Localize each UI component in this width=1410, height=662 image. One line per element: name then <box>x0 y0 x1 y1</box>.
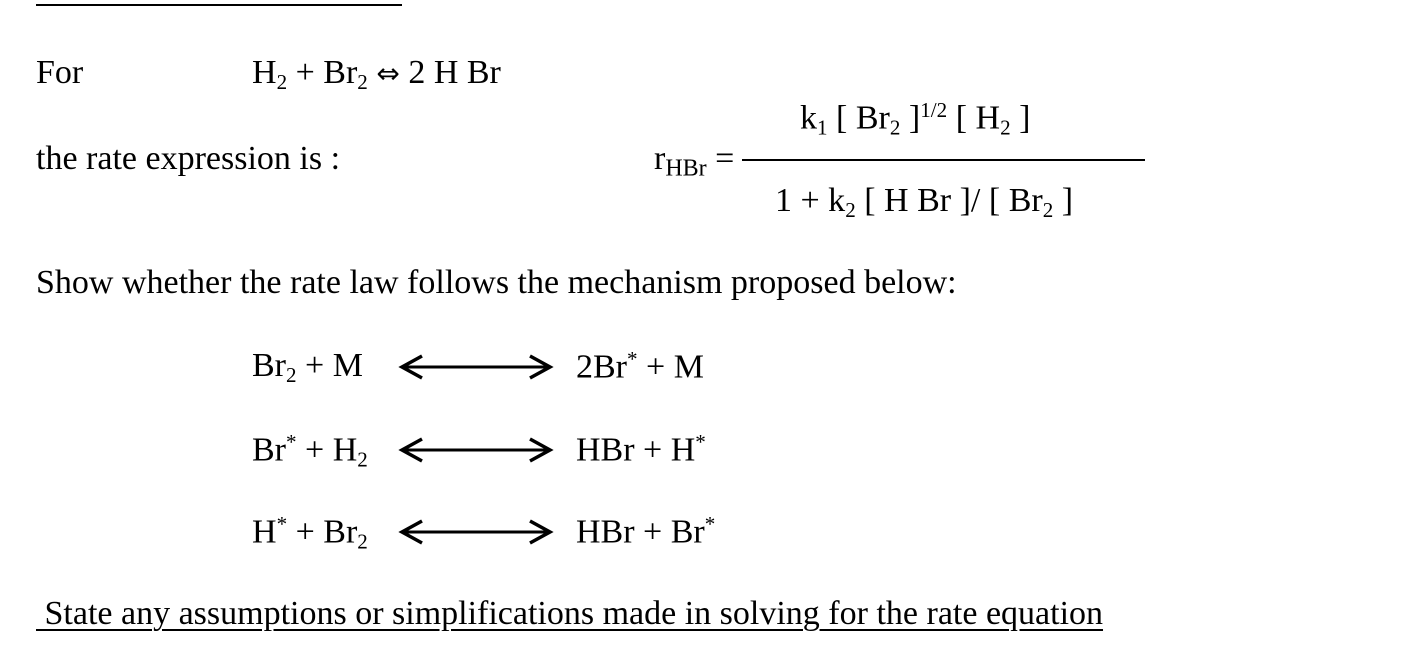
step-2-left-subscript: 2 <box>357 447 368 472</box>
step-3-right-species: HBr + Br <box>576 513 705 551</box>
step-1-right-radical-mark: * <box>627 347 638 371</box>
denominator-hbr: [ H Br ]/ [ Br <box>855 182 1043 219</box>
double-arrow-icon <box>398 437 554 463</box>
br2-subscript: 2 <box>889 115 901 140</box>
reactant-h: H <box>252 54 277 91</box>
step-3-left-subscript: 2 <box>357 529 368 554</box>
rate-intro: the rate expression is : <box>36 140 341 177</box>
exponent: 1/2 <box>920 98 948 122</box>
fraction-line <box>742 159 1145 161</box>
step-1-left <box>252 349 363 386</box>
step-3-right-radical-mark: * <box>704 512 716 536</box>
k2-subscript: 2 <box>845 197 856 222</box>
h2-subscript: 2 <box>1000 115 1011 140</box>
overall-reaction <box>252 56 501 93</box>
br2-bracket-close: ] <box>900 99 921 137</box>
double-arrow-icon <box>398 354 554 380</box>
step-2-left-species: Br <box>252 431 286 469</box>
rate-symbol: r <box>654 140 666 177</box>
rate-numerator <box>800 100 1030 139</box>
k1: k <box>800 99 817 137</box>
rate-lhs <box>654 142 734 181</box>
denominator-one-plus-k: 1 + k <box>775 182 846 219</box>
step-2-right-species: HBr + H <box>576 431 696 469</box>
step-1-left-rest: + M <box>296 347 363 384</box>
h2-bracket-close: ] <box>1010 99 1031 137</box>
step-1-right-rest: + M <box>637 348 704 386</box>
step-3-left-rest: + Br <box>287 513 358 551</box>
double-arrow-icon <box>398 519 554 545</box>
k1-subscript: 1 <box>817 115 828 140</box>
product: 2 H Br <box>408 54 501 91</box>
br2-bracket-open: [ Br <box>836 99 890 137</box>
step-2-left <box>252 432 368 471</box>
top-rule <box>36 4 402 6</box>
reactant-br: Br <box>323 54 358 91</box>
reactant-h-subscript: 2 <box>276 69 288 94</box>
question-text: Show whether the rate law follows the mechanism proposed below: <box>36 264 957 301</box>
step-3-left <box>252 514 368 553</box>
equilibrium-arrow-icon: ⇔ <box>376 57 400 90</box>
step-2-right-radical-mark: * <box>695 430 706 454</box>
rate-symbol-subscript: HBr <box>665 155 707 182</box>
step-2-right <box>576 432 706 468</box>
step-1-right <box>576 349 704 385</box>
step-3-left-radical-mark: * <box>276 512 288 536</box>
denominator-br2-subscript: 2 <box>1042 197 1054 222</box>
for-label: For <box>36 54 84 91</box>
step-1-left-species: Br <box>252 347 286 384</box>
denominator-close: ] <box>1053 182 1074 219</box>
step-2-left-radical-mark: * <box>286 430 297 454</box>
step-1-right-species: 2Br <box>576 348 627 386</box>
equals-sign: = <box>715 140 735 177</box>
reactant-br-subscript: 2 <box>357 69 368 94</box>
step-3-right <box>576 514 715 550</box>
step-1-left-subscript: 2 <box>286 362 297 387</box>
plus-sign: + <box>295 54 315 91</box>
h2-bracket-open: [ H <box>947 99 1001 137</box>
assumptions-instruction: State any assumptions or simplifications made in solving for the rate equation <box>36 595 1104 632</box>
step-3-left-species: H <box>252 513 277 551</box>
step-2-left-rest: + H <box>296 431 358 469</box>
rate-denominator <box>775 184 1073 221</box>
